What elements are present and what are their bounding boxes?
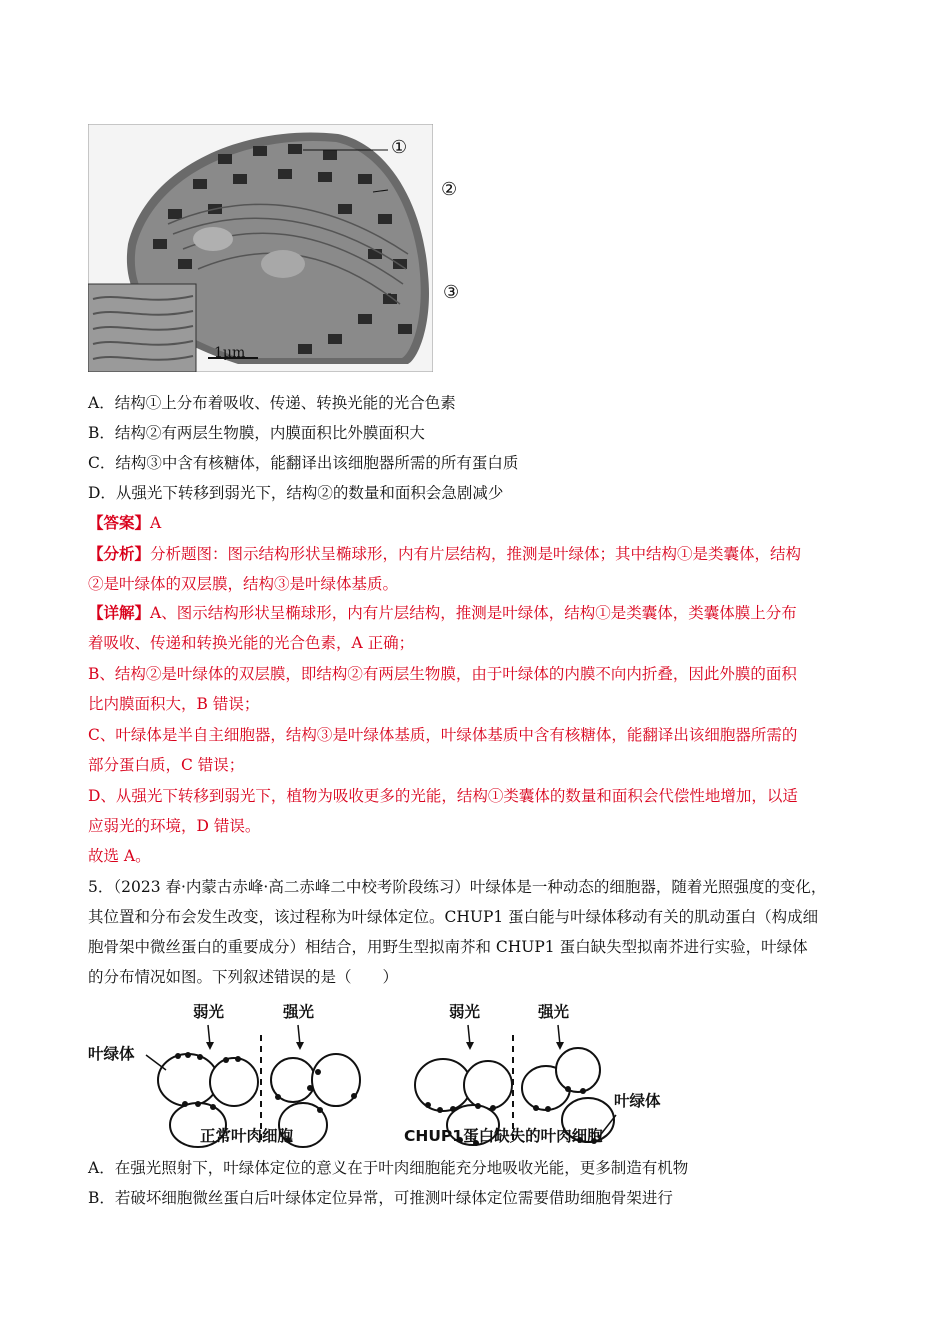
label-2: ② [441, 179, 458, 200]
left-chloroplast-label: 叶绿体 [88, 1045, 135, 1063]
answer-line [88, 513, 161, 533]
answer-tag: 【答案】 [88, 513, 151, 532]
detail-tag: 【详解】 [88, 603, 151, 622]
detail-line-2: 着吸收、传递和转换光能的光合色素，A 正确； [88, 634, 415, 652]
detail-text-1: A、图示结构形状呈椭球形，内有片层结构，推测是叶绿体，结构①是类囊体，类囊体膜上分布 [150, 604, 797, 622]
right-weak-light-label: 弱光 [449, 1003, 481, 1021]
analysis-line-1 [88, 544, 801, 564]
right-strong-light-label: 强光 [538, 1003, 570, 1021]
q5-line-1: 5．（2023 春·内蒙古赤峰·高二赤峰二中校考阶段练习）叶绿体是一种动态的细胞器，随着光照强度的变化， [88, 878, 827, 896]
detail-line-8: 应弱光的环境，D 错误。 [88, 817, 261, 835]
q4-option-b: B．结构②有两层生物膜，内膜面积比外膜面积大 [88, 424, 425, 442]
scale-bar-label: 1μm [214, 345, 246, 361]
q5-line-2: 其位置和分布会发生改变，该过程称为叶绿体定位。CHUP1 蛋白能与叶绿体移动有关的肌动蛋白（构成细 [88, 908, 819, 926]
q4-option-c: C．结构③中含有核糖体，能翻译出该细胞器所需的所有蛋白质 [88, 454, 519, 472]
answer-text: A [150, 514, 162, 532]
analysis-tag: 【分析】 [88, 544, 151, 563]
detail-line-1 [88, 603, 797, 623]
right-chloroplast-label: 叶绿体 [614, 1092, 661, 1110]
q5-option-b: B．若破坏细胞微丝蛋白后叶绿体定位异常，可推测叶绿体定位需要借助细胞骨架进行 [88, 1189, 673, 1207]
detail-line-4: 比内膜面积大，B 错误； [88, 695, 260, 713]
q5-line-4: 的分布情况如图。下列叙述错误的是（ ） [88, 968, 399, 986]
q4-option-a: A．结构①上分布着吸收、传递、转换光能的光合色素 [88, 394, 456, 412]
analysis-line-2: ②是叶绿体的双层膜，结构③是叶绿体基质。 [88, 575, 399, 593]
detail-line-3: B、结构②是叶绿体的双层膜，即结构②有两层生物膜，由于叶绿体的内膜不向内折叠，因此外膜的面积 [88, 665, 797, 683]
left-strong-light-label: 强光 [283, 1003, 315, 1021]
left-weak-light-label: 弱光 [193, 1003, 225, 1021]
right-caption: CHUP1蛋白缺失的叶肉细胞 [404, 1127, 603, 1145]
detail-line-5: C、叶绿体是半自主细胞器，结构③是叶绿体基质，叶绿体基质中含有核糖体，能翻译出该细胞器所需的 [88, 726, 798, 744]
chloroplast-micrograph [88, 124, 433, 372]
analysis-text-1: 分析题图：图示结构形状呈椭球形，内有片层结构，推测是叶绿体；其中结构①是类囊体，结构 [150, 545, 802, 563]
q5-line-3: 胞骨架中微丝蛋白的重要成分）相结合，用野生型拟南芥和 CHUP1 蛋白缺失型拟南芥进行实验，叶绿体 [88, 938, 808, 956]
detail-line-7: D、从强光下转移到弱光下，植物为吸收更多的光能，结构①类囊体的数量和面积会代偿性地增加，以适 [88, 787, 798, 805]
detail-line-9: 故选 A。 [88, 847, 151, 865]
q5-option-a: A．在强光照射下，叶绿体定位的意义在于叶肉细胞能充分地吸收光能，更多制造有机物 [88, 1159, 689, 1177]
label-1: ① [391, 137, 408, 158]
q4-option-d: D．从强光下转移到弱光下，结构②的数量和面积会急剧减少 [88, 484, 504, 502]
left-caption: 正常叶肉细胞 [200, 1127, 294, 1145]
label-3: ③ [443, 282, 460, 303]
detail-line-6: 部分蛋白质，C 错误； [88, 756, 245, 774]
